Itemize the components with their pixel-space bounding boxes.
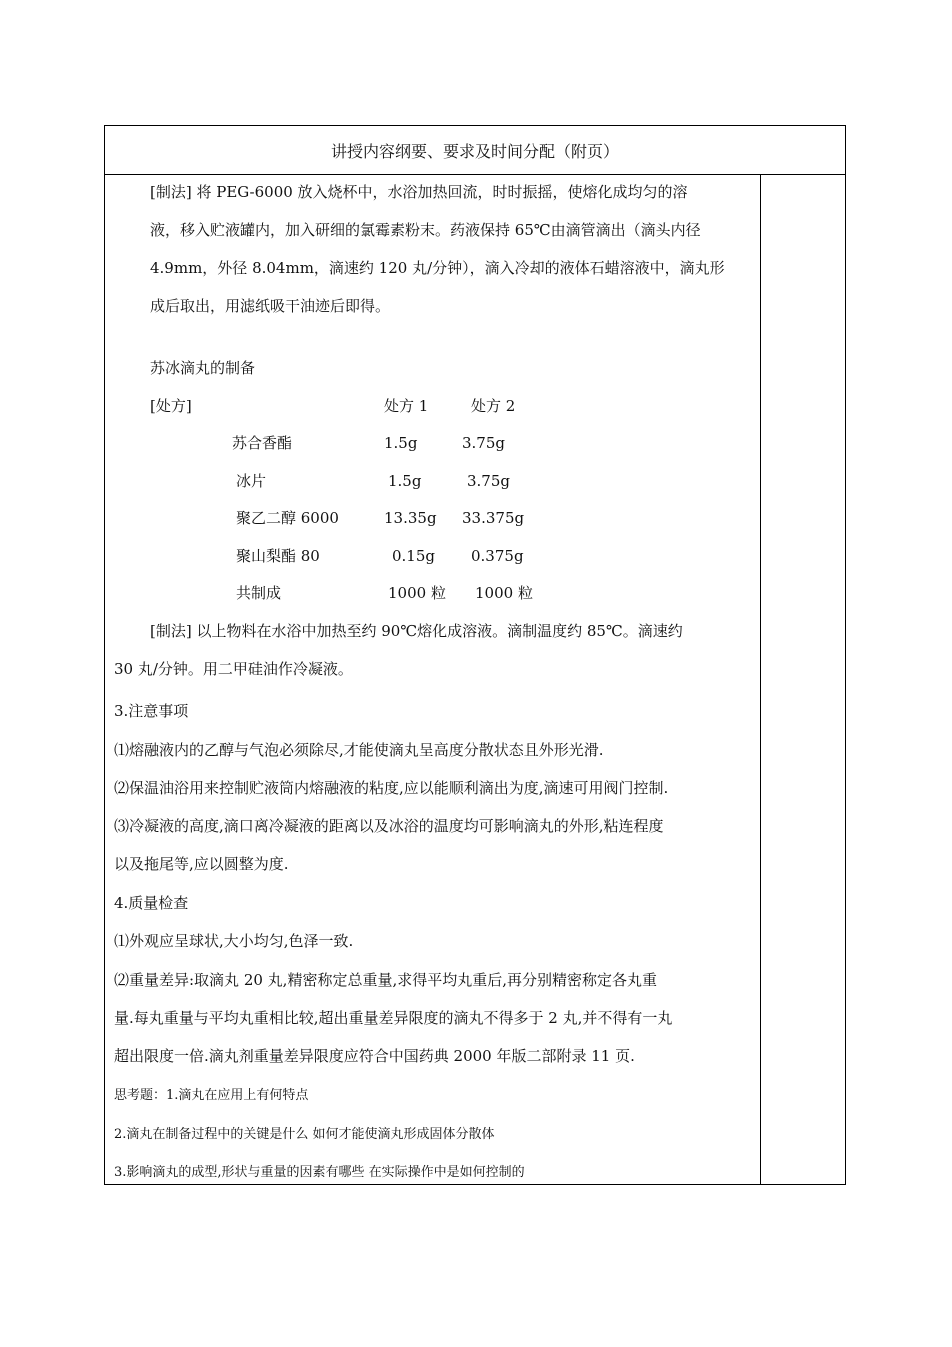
ingredient-amount-1: 1.5g (388, 472, 422, 490)
method1-line: 液，移入贮液罐内，加入研细的氯霉素粉末。药液保持 65℃由滴管滴出（滴头内径 (150, 221, 701, 239)
method1-line: 4.9mm，外径 8.04mm，滴速约 120 丸/分钟），滴入冷却的液体石蜡溶液中，滴丸形 (150, 259, 725, 277)
ingredient-name: 共制成 (236, 584, 282, 602)
question-item: 思考题：1.滴丸在应用上有何特点 (114, 1088, 309, 1103)
note-item: 以及拖尾等,应以圆整为度. (114, 855, 289, 873)
method1-line: [制法] 将 PEG-6000 放入烧杯中，水浴加热回流，时时振摇，使熔化成均匀的溶 (150, 183, 688, 201)
quality-item: ⑵重量差异:取滴丸 20 丸,精密称定总重量,求得平均丸重后,再分别精密称定各丸重 (114, 971, 657, 989)
formula-label: [处方] (150, 397, 192, 415)
ingredient-amount-1: 0.15g (392, 547, 436, 565)
method1-line: 成后取出，用滤纸吸干油迹后即得。 (150, 297, 391, 315)
quality-title: 4.质量检查 (114, 894, 189, 912)
ingredient-amount-2: 1000 粒 (475, 584, 533, 602)
note-item: ⑵保温油浴用来控制贮液筒内熔融液的粘度,应以能顺利滴出为度,滴速可用阀门控制. (114, 779, 669, 797)
method2-line: 30 丸/分钟。用二甲硅油作冷凝液。 (114, 660, 353, 678)
note-item: ⑴熔融液内的乙醇与气泡必须除尽,才能使滴丸呈高度分散状态且外形光滑. (114, 741, 604, 759)
ingredient-amount-2: 0.375g (471, 547, 524, 565)
ingredient-amount-2: 3.75g (462, 434, 506, 452)
header-title: 讲授内容纲要、要求及时间分配（附页） (330, 141, 619, 161)
ingredient-amount-1: 1.5g (384, 434, 418, 452)
notes-title: 3.注意事项 (114, 702, 189, 720)
ingredient-amount-2: 3.75g (467, 472, 511, 490)
formula-col2-header: 处方 2 (471, 397, 516, 415)
ingredient-amount-1: 13.35g (384, 509, 437, 527)
ingredient-amount-1: 1000 粒 (388, 584, 446, 602)
ingredient-name: 冰片 (236, 472, 267, 490)
note-item: ⑶冷凝液的高度,滴口离冷凝液的距离以及冰浴的温度均可影响滴丸的外形,粘连程度 (114, 817, 664, 835)
table-header (105, 126, 845, 175)
time-allocation-column (760, 175, 761, 1184)
ingredient-name: 聚乙二醇 6000 (236, 509, 339, 527)
method2-line: [制法] 以上物料在水浴中加热至约 90℃熔化成溶液。滴制温度约 85℃。滴速约 (150, 622, 683, 640)
quality-item: 超出限度一倍.滴丸剂重量差异限度应符合中国药典 2000 年版二部附录 11 页. (114, 1047, 635, 1065)
quality-item: ⑴外观应呈球状,大小均匀,色泽一致. (114, 932, 354, 950)
question-item: 3.影响滴丸的成型,形状与重量的因素有哪些 在实际操作中是如何控制的 (114, 1165, 525, 1180)
lecture-outline-table (104, 125, 846, 1185)
ingredient-name: 苏合香酯 (232, 434, 293, 452)
question-item: 2.滴丸在制备过程中的关键是什么 如何才能使滴丸形成固体分散体 (114, 1127, 495, 1142)
ingredient-name: 聚山梨酯 80 (236, 547, 320, 565)
section-title: 苏冰滴丸的制备 (150, 359, 256, 377)
quality-item: 量.每丸重量与平均丸重相比较,超出重量差异限度的滴丸不得多于 2 丸,并不得有一丸 (114, 1009, 673, 1027)
ingredient-amount-2: 33.375g (462, 509, 525, 527)
formula-col1-header: 处方 1 (384, 397, 429, 415)
